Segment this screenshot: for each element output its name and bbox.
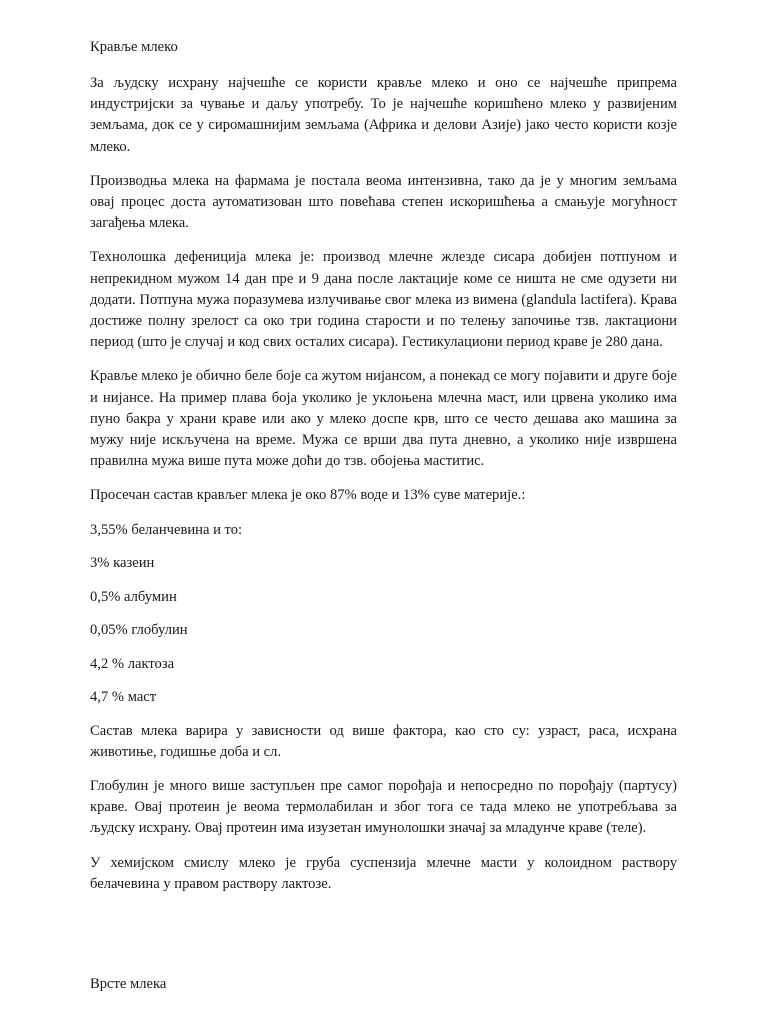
composition-item: 4,7 % маст [90, 689, 157, 706]
document-body [90, 37, 677, 908]
paragraph-production: Производња млека на фармама је постала веома интензивна, тако да је у многим земљама овај процес доста аутоматизован што повећава степен искоришћења а смањује могућност загађења млека. [90, 172, 677, 232]
paragraph-definition: Технолошка дефеницијa млека је: производ млечне жлезде сисара добијен потпуном и непрекидном мужом 14 дан пре и 9 дана после лактације коме се ништа не сме одузети ни додати. Потпуна мужа поразумева излучивање свог млека из вимена (glandula lactifera). Крава достиже полну зрелост са око три година старости и по телењу започиње тзв. лактациони период (што је случај и код свих осталих сисара). Гестикулациони период краве је 280 дана. [90, 249, 677, 351]
composition-item: 3% казеин [90, 555, 155, 572]
section-heading: Врсте млека [90, 976, 167, 992]
composition-item: 4,2 % лактоза [90, 655, 175, 672]
composition-list [90, 520, 677, 708]
composition-item: 0,05% глобулин [90, 622, 188, 639]
paragraph-globulin: Глобулин је много више заступљен пре самог порођаја и непосредно по порођају (партусу) краве. Овај протеин је веома термолабилан и због тога се тада млеко не употребљава за људску исхрану. Овај протеин има изузетан имунолошки значај за младунче краве (теле). [90, 778, 677, 837]
paragraph-composition-intro: Просечан састав крављег млека је око 87% воде и 13% суве материје.: [90, 487, 526, 504]
composition-item: 0,5% албумин [90, 588, 177, 605]
paragraph-variation: Састав млека варира у зависности од више фактора, као сто су: узраст, раса, исхрана животиње, годишње доба и сл. [90, 722, 677, 760]
composition-item: 3,55% беланчевина и то: [90, 521, 243, 538]
paragraph-intro: За људску исхрану најчешће се користи крављe млеко и оно се најчешће припрема индустријски за чување и даљу употребу. То је најчешће коришћено млеко у развијеним земљама, док се у сиромашнијим земљама (Африка и делови Азије) јако често користи козје млеко. [90, 75, 677, 155]
paragraph-chemical: У хемијском смислу млеко је груба суспензија млечне масти у колоидном раствору белачевина у правом раствору лактозе. [90, 854, 677, 892]
paragraph-color: Крављe млеко је обично беле боје са жутом нијансом, а понекад се могу појавити и друге боје и нијансе. На пример плава боја уколико је уклоњена млечна маст, или црвена уколико има пуно бакра у храни краве или ако у млеко доспе крв, што се често дешава ако машина за мужу није искључена на време. Мужа се врши два пута дневно, а уколико није извршена правилна мужа више пута може доћи до тзв. обојења маститис. [90, 368, 677, 470]
document-title: Крављe млеко [90, 39, 178, 55]
